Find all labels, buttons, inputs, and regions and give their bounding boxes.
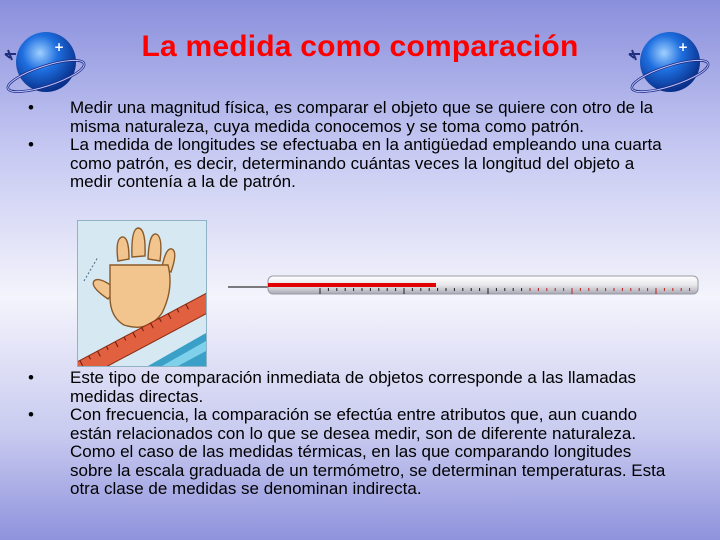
bullet-marker: • [28, 368, 34, 387]
thermometer-illustration [228, 272, 700, 298]
bullet-item [22, 369, 672, 406]
bullet-marker: • [28, 405, 34, 424]
slide-title: La medida como comparación [141, 30, 579, 63]
bullet-item [22, 136, 672, 192]
bullet-text: Con frecuencia, la comparación se efectúa entre atributos que, aun cuando están relacionados con lo que se desea medir, son de diferente naturaleza. Como el caso de las medidas térmicas, en las que comparando longitudes sobre la escala graduada de un termómetro, se determinan temperaturas. Esta otra clase de medidas se denominan indirecta. [70, 405, 666, 498]
globe-arrow-icon [2, 26, 88, 96]
bullet-marker: • [28, 135, 34, 154]
svg-text:+: + [54, 40, 65, 54]
bullet-marker: • [28, 98, 34, 117]
bullet-item [22, 99, 672, 136]
svg-text:+: + [678, 40, 689, 54]
globe-arrow-icon [626, 26, 712, 96]
bullet-list-top [22, 99, 672, 192]
bullet-text: Medir una magnitud física, es comparar el objeto que se quiere con otro de la misma naturaleza, cuya medida conocemos y se toma como patrón. [70, 98, 654, 136]
bullet-text: La medida de longitudes se efectuaba en la antigüedad empleando una cuarta como patrón, es decir, determinando cuántas veces la longitud del objeto a medir contenía a la de patrón. [70, 135, 662, 191]
bullet-text: Este tipo de comparación inmediata de objetos corresponde a las llamadas medidas directas. [70, 368, 637, 406]
bullet-list-bottom [22, 369, 672, 499]
hand-span-illustration [77, 220, 207, 367]
bullet-item [22, 406, 672, 499]
